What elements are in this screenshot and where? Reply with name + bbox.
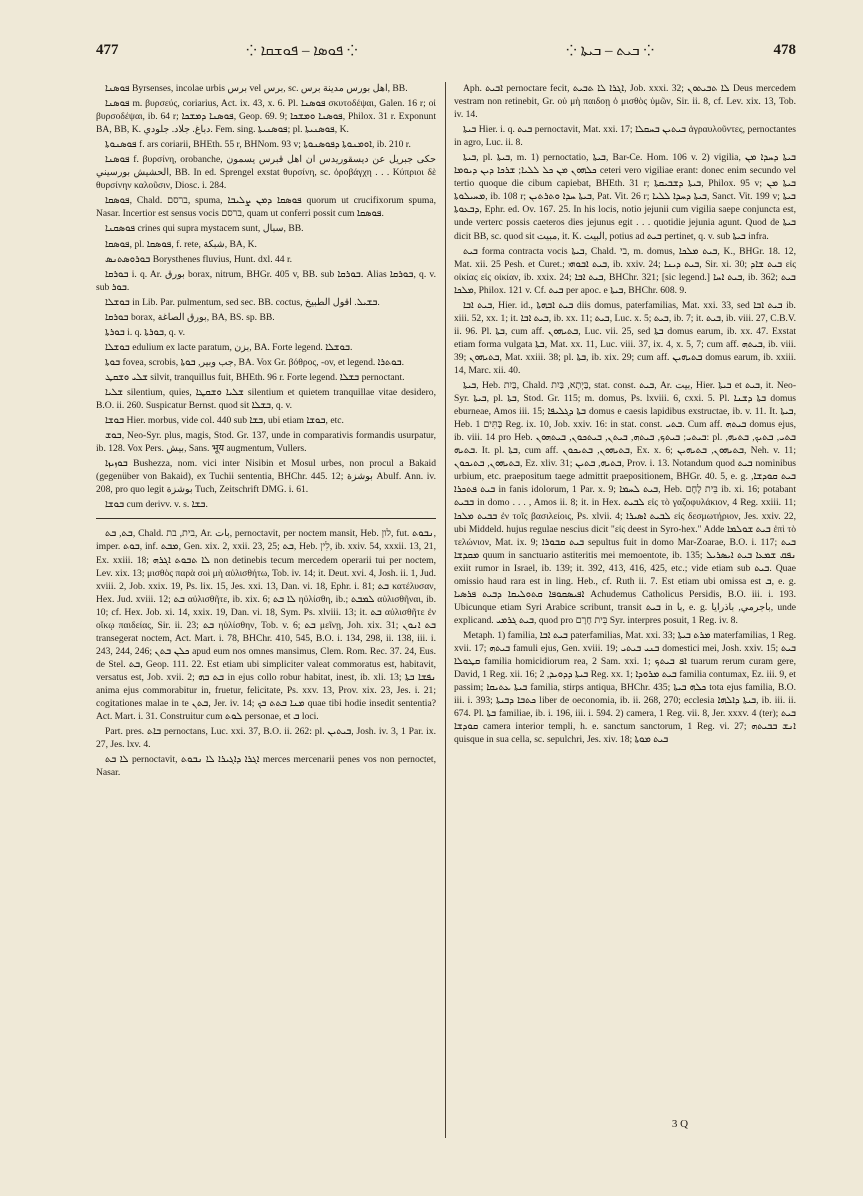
left-entries-bottom — [96, 527, 436, 779]
dictionary-entry: ܒܘܪܩܐ borax, بورق الصاغة, BA, BS. sp. BB. — [105, 311, 275, 323]
dictionary-entry: ܦܘܣܢܘܬܐ f. ars coriarii, BHEth. 55 r, BHNom. 93 v; ܐܘܡܢܘܬܐ ܕܦܘܣܢܘܬܐ, ib. 210 r. — [105, 139, 411, 151]
dictionary-entry: ܫܠܝܐ silentium, quies, ܫܠܝܐ ܘܫܩܛܐ silentium et quietem tranquillae vitae desidero, B.O. ii. 260. Suspicatur Bernst. quod sit ܒܫܠܐ, q. v. — [96, 386, 436, 412]
dictionary-entry: ܒܝܬ forma contracta vocis ܒܝܬܐ, Chald. בי, m. domus, ܒܝܬ ܡܠܟܐ, K., BHGr. 18. 12, Mat. xii. 25 Pesh. et Curet.; ܒܝܬ ܐܒܘܗܝ, ib. xxiv. 24; ܒܝܬ ܕܝܢܐ, Sir. xi. 30; ܒܝܬ ܫܐܕ εἰς οἰκίας εἰς οἰκίαν, ib. xxix. 24; ܒܝܬ ܐܒܐ, BHChr. 321; [sic legend.] ܒܝܬ ܐܚܐ, ib. 362; ܒܝܬ ܡܠܟܐ, Philox. 121 v. Cf. ܒܝܬ per apoc. e ܒܝܬܐ, BHChr. 608. 9. — [454, 245, 796, 296]
right-entries — [454, 82, 796, 746]
dictionary-entry: ܦܘܣܢܐ m. βυρσεύς, coriarius, Act. ix. 43, x. 6. Pl. ܦܘܣܢܐ σκυτοδέψαι, Galen. 16 r; οἱ βυρσοδέψαι, ib. 64 r; ܦܘܣܢܐ ܕܡܫܟܐ, Geop. 69. 9; ܦܘܣܢܐ ܘܡܫܟܐ, Philox. 31 r. Exponunt BA, BB, K. دباغ. جلاد. جلودي. Fem. sing. ܦܘܣܢܝܬܐ; pl. ܦܘܣܢܝܬܐ, K. — [96, 98, 436, 136]
left-page-number: 477 — [96, 42, 119, 58]
dictionary-entry: Aph. ܐܒܝܬ pernoctare fecit, ܐܓܪܐ ܠܐ ܬܒܝܬ, Job. xxxi. 32; ܠܐ ܬܒܝܬܘܢ Deus mercedem vestram non retinebit, Gr. οὐ μὴ παιδοῃ ὁ μισθὸς ὑμῶν, Sir. ii. 8, cf. Lev. xix. 13, Tob. iv. 14. — [454, 83, 796, 121]
page-header — [96, 42, 796, 66]
dictionary-entry: ܒܘܙܝܙܐ Bushezza, nom. vici inter Nisibin et Mosul urbes, non procul a Bakaid (gegenüber von Bakaid), ex Tuchii sententia, BHChr. 445. 12; بوشزة Abulf. Ann. iv. 208, pro quo legit بوشزة Tuch, Zeitschrift DMG. i. 61. — [96, 458, 436, 496]
dictionary-entry: ܦܘܣܩܐ, Chald. ברסם, spuma, ܦܘܣܩܐ ܕܡܢ ܨܠܝܒܐ quorum ut crucifixorum spuma, Nasar. Incertior est sensus vocis ברסם, quam ut conferri possit cum ܦܘܣܩܐ. — [96, 195, 436, 220]
dictionary-entry: ܦܘܣܩܢܐ crines qui supra mystacem sunt, سبال, BB. — [105, 223, 304, 235]
dictionary-entry: ܒܘܪܬܐ i. q. ܒܘܪܬܐ, q. v. — [105, 326, 185, 338]
section-divider — [96, 518, 436, 519]
dictionary-entry: ܒܘܫ, Neo-Syr. plus, magis, Stod. Gr. 137, unde in comparativis formandis usurpatur, ib. 128. Vox Pers. بيش, Sans. भूय augmentum, Vullers. — [96, 430, 436, 455]
right-column — [454, 82, 796, 1146]
dictionary-entry: ܒܘܫܐ cum derivv. v. s. ܒܫܐ. — [105, 499, 208, 511]
left-column — [96, 82, 436, 1146]
right-page-number: 478 — [773, 42, 796, 58]
dictionary-entry: ܒܬ, ܒܬ, Chald. בית, בת, Ar. بات, pernoctavit, per noctem mansit, Heb. לון, fut. ܢܒܘܬ, imper. ܒܘܬ, inf. ܡܒܬ, Gen. xix. 2, xxii. 23, 25; ܒܬ, Heb. לִין, ib. xxiv. 54, xxxii. 13, 21, Ex. xxiii. 18; ܠܐ ܬܒܘܬ ܐܓܪܗ non detinebis tecum mercedem operarii tui per noctem, Lev. xix. 13; μισθὸς παρὰ σοὶ μὴ αὐλισθήτω, Tob. iv. 14; it. Deut. xvi. 4, Josh. ii. 1, Jud. xviii. 2, Job. xxix. 19, Ps. lix. 15, Jes. xxi. 13, Dan. vi. 18, Ephr. i. 81; ܒܬ κατέλυσαν, Hex. Jud. xviii. 12; ܒܬ αὐλισθῆτε, ib. xix. 6; ܠܐ ܒܬ ηὐλίσθη, ib.; ܠܡܒܬ αὐλισθῆναι, ib. 10; cf. Hex. Job. xi. 14, xxix. 19, Dan. vi. 18, Sym. Ps. xlviii. 13; it. ܒܬ αὐλισθῆτε ἐν οἴκῳ παιδείας, Sir. ii. 23; ܒܬ ηὐλίσθην, Tob. v. 6; ܒܬ μεῖνῃ, Joh. xix. 31; ܒܬ ܐܢܘܢ transegerat noctem, Act. Mart. i. 78, BHChr. 410, 545, B.O. i. 134, 298, ii. 138, iii. i. 243, 244, 246; ܟܠܢ ܒܬܢ apud eum nos omnes mansimus, Clem. Rom. Rec. 37. 24, Eus. de Stel. ܒܬ, Geop. 111. 22. Est etiam ubi simpliciter valeat commoratus est, habitavit, versatus est, Job. xvii. 2; ܒܬ ܒܗ in ejus collo robur habitat, inest, ib. xli. 13; ܢܦܫܐ ܒܬܐ anima ejus commorabitur in, fruetur, felicitate, Ps. xxv. 13, Prov. xix. 23, Jes. i. 21; cogitationes malae in te ܒܬܢ, Jer. iv. 14; ܡܢܐ ܒܬܬ ܒܟ quae tibi hodie insedit sententia? Act. Mart. i. 31. Construitur cum ܠܘܬ personae, et ܒ loci. — [96, 528, 436, 723]
dictionary-entry: ܒܘܫܠܐ in Lib. Par. pulmentum, sed sec. BB. coctus, ܒܫܝܠ. اقول الطبيخ. — [105, 296, 380, 308]
dictionary-entry: Part. pres. ܒܐܬ pernoctans, Luc. xxi. 37, B.O. ii. 262: pl. ܒܝܬܝܢ, Josh. iv. 3, 1 Par. ix. 27, Jes. lxv. 4. — [96, 726, 436, 751]
dictionary-entry: ܒܝܬܐ Hier. i. q. ܒܝܬ pernoctavit, Mat. xxi. 17; ܒܝܬܝܢ ܒܚܩܠܐ ἀγραυλοῦντες, pernoctantes in agro, Luc. ii. 8. — [454, 124, 796, 149]
signature-mark: 3 Q — [671, 1118, 689, 1130]
dictionary-entry: ܦܘܣܢܐ Byrsenses, incolae urbis برس vel برس, sc. اهل بورس مدينة برس, BB. — [105, 83, 408, 94]
dictionary-entry: ܒܝܬܐ, Heb. בַּיִת, Chald. בַּיְתָא, בַּיִת, stat. const. ܒܝܬ, Ar. بيت, Hier. ܒܝܬܐ et ܒܝܬ, it. Neo-Syr. ܒܝܬܐ, pl. ܒܬܐ, Stod. Gr. 115; m. domus, Ps. lxviii. 6, cxxi. 5. Pl. ܒܬܐ ܕܫܢܐ domus eburneae, Amos iii. 15; ܒܬܐ ܕܓܠܝܦܐ domus e caesis lapidibus exstructae, ib. v. 11. It. ܒܝܬܐ, Heb. בָּתִּים 1 Reg. ix. 10, Job. xxiv. 16: in stat. const. ܒܬܝ. Cum aff. ܒܝܬܗ domus ejus, ib. viii. 14 pro Heb. ܒܝܬܝ; ܒܝܬܟ, ܒܝܬܗ, ܒܝܬܢ, ܒܝܬܟܘܢ, ܒܝܬܗܘܢ: pl. ܒܬܝ, ܒܬܝܟ, ܒܬܝܗ, ܒܬܝܗ. It. pl. ܒܬܐ, cum aff. ܒܬܝܗܘܢ, ܒܬܝܟܘܢ, Ex. x. 6; ܒܬܝܗܘܢ, ܒܬܝܗܝܢ, Neh. v. 11; ܒܬܝܗܘܢ, ܒܬܝܟܘܢ, Ez. xliv. 31; ܒܬܝܗ, ܒܬܝܢ, Prov. i. 13. Notandum quod ܒܝܬ nominibus urbium, etc. praepositum taege admittit praepositionem, BHGr. 40. 5, e. g. ܒܝܬ ܩܘܕܫܐ, ܒܝܬ ܦܬܟܪܐ in fanis idolorum, 1 Par. x. 9; ܒܝܬ ܠܚܡܐ, Heb. בֵּית לֶחֶם ib. xi. 16; potabant ܒܒܝܬ in domo . . . , Amos ii. 8; it. in Hex. ܠܒܝܬ εἰς τὸ γαζοφυλάκιον, 4 Reg. xxiii. 11; ܒܒܝܬ ܡܠܟܐ ἐν τοῖς βασιλείοις, Ps. xlvii. 4; ܠܒܝܬ ܐܣܝܪܐ εἰς δεσμωτήριον, Jes. xxiv. 22, ubi Middeld. hujus regulae nescius dicit "εἰς deest in Syro-hex." Adde ܒܝܬ ܫܘܠܡܐ ἐπὶ τὸ τελώνιον, Mat. ix. 9; ܒܝܬ ܩܒܘܪܐ sepultus fuit in domo Mar-Zoarae, B.O. i. 117; ܒܝܬ ܡܩܕܫܐ quum in sanctuario astiteritis mei memoentote, ib. 135; ܢܦܩ ܫܡܥܐ ܒܝܬ ܐܝܣܪܝܠ exiit rumor in Israel, ib. 139; it. 392, 413, 416, 425, etc.; vide etiam sub ܒܝܬ. Quae omissio haud rara est in ling. Heb., cf. Ruth ii. 7. Est etiam ubi omissa est ܒ, e. g. ܐܦܝܣܩܘܦܐ ܩܬܘܠܝܩܐ ܕܒܝܬ ܦܪܣܝܐ Achudemus Catholicus Persidis, B.O. iii. i. 193. Ubicunque etiam Syri Arabice scribunt, transit ܒܝܬ in با, e. g. باجرمي, باذرايا, unde explicand. ܒܝܬ ܓܪܡܝ, quod pro בֵּית חָרָם Syr. interpres posuit, 1 Reg. iv. 8. — [454, 380, 796, 626]
dictionary-entry: ܒܘܫܐ Hier. morbus, vide col. 440 sub ܒܫܐ, ubi etiam ܒܘܫܐ, etc. — [105, 415, 344, 427]
dictionary-entry: ܒܘܬܐ fovea, scrobis, جب وبير, ܒܘܬܐ, BA. Vox Gr. βόθρος, -ov, et legend. ܒܘܬܪܐ. — [105, 356, 405, 368]
dictionary-entry: ܒܘܫܠܐ edulium ex lacte paratum, بزن, BA. Forte legend. ܒܘܫܠܐ. — [105, 341, 353, 353]
dictionary-entry: ܦܘܣܩܐ, pl. ܦܘܣܩܐ, f. rete, شبكة, BA, K. — [105, 238, 257, 250]
dictionary-entry: Metaph. 1) familia, ܒܝܬ ܐܒܐ paterfamilias, Mat. xxi. 33; ܡܪܬ ܒܝܬܐ materfamilias, 1 Reg. xvii. 17; ܒܝܬܗ famuli ejus, Gen. xviii. 19; ܒܢܝ ܒܝܬܝ domestici mei, Josh. xxiv. 15; ܒܝܬ ܩܛܘܠܐ familia homicidiorum rea, 2 Sam. xxi. 1; ܐܦ ܒܝܬܟ tuarum rerum curam gere, David, 1 Reg. xii. 16; ܒܝܬܐ ܕܕܘܝܕ, 2 Reg. xx. 1; ܒܝܬ ܡܪܘܕܐ familia contumax, Ez. iii. 9, et passim; ܒܝܬܐ ܥܬܝܩܐ familia, stirps antiqua, BHChr. 435; ܟܠܗ ܒܝܬܐ tota ejus familia, B.O. iii. i. 393; ܟܬܒܐ ܕܒܝܬܐ liber de oeconomia, ib. ii. 268, 270; ecclesia ܒܝܬܐ ܕܐܠܗܐ, ib. iii. ii. 674. Pl. ܒܬܐ familiae, ib. i. 196, iii. i. 594. 2) camera, 1 Reg. vii. 8, Jer. xxxv. 4 (ter); ܒܝܬ ܩܘܕܫܐ camera interior templi, h. e. sanctum sanctorum, 1 Reg. vi. 27; ܐܢܫ ܒܒܝܬܗ quisque in sua cella, sc. sepulchri, Jes. xiv. 18; ܒܝܬ ܡܘܬܐ — [454, 629, 796, 746]
dictionary-entry: ܒܘܪܘܣܬܢܣ Borysthenes fluvius, Hunt. dxl. 44 r. — [105, 253, 293, 265]
dictionary-entry: ܒܘܪܩܐ i. q. Ar. بورق borax, nitrum, BHGr. 405 v, BB. sub ܒܘܪܩܐ. Alias ܒܘܪܩܐ, q. v. sub ܒܘܪ. — [96, 268, 436, 293]
right-running-head: ⁘ ܒܝܬ – ܒܝܬܐ ⁘ — [566, 43, 655, 59]
left-entries-top — [96, 82, 436, 511]
dictionary-entry: ܦܘܣܢܐ f. βυρσίνη, orobanche, حكى جبريل عن ديسقوريدس ان اهل قبرس يسمون الحشيش بورسيني, BB. In ed. Sprengel exstat θυρσίνη, sc. ὀροβάγχη . . . Κύπριοι δὲ θυρσίνην καλοῦσιν, Diosc. i. 284. — [96, 154, 436, 192]
column-divider — [445, 82, 446, 1138]
dictionary-entry: ܒܝܬܐ, pl. ܒܝܬܐ, m. 1) pernoctatio, ܒܝܬܐ, Bar-Ce. Hom. 106 v. 2) vigilia, ܒܝܬܐ ܕܚܕܐ ܡܢ ܟܠܗܘܢ ܡܢ ܟܠ ܠܠܝܐ; ܫܪܟܐ ܕܝܢ ܕܝܘܡܐ ceteri vero vigiliae erant: donec enim secundo vel tertio quoque die cibum capiebat, BHEth. 31 r; ܒܝܬܐ ܕܫܒܝܩܬܐ, Philox. 95 v; ܒܝܬܐ ܡܢ ܡܚܝܠܘܬܐ, ib. 108 r; ܒܝܬܐ ܚܕܐ ܘܬܪܬܝܢ, Pat. Vit. 26 r; ܒܝܬܐ ܕܚܕܐ ܠܠܝܐ, Sanct. Vit. 199 v; ܒܝܬܐ ܕܒܥܘܬܐ, Ephr. ed. Ov. 167. 25. In his locis, notio jejunii cum vigilia saepe conjuncta est, unde verterc possis caeteros dies jejunus egit . . . quotidie jejunia agunt. Quod de ܒܝܬܐ dicit BB, sc. quod sit مبيت, it. K. البيت, potius ad ܒܝܬ pertinet, q. v. sub ܒܝܬܐ infra. — [454, 152, 796, 242]
left-running-head: ⁘ ܦܘܣܐ – ܦܘܫܩܐ ⁘ — [246, 43, 358, 59]
dictionary-entry: ܠܐ ܒܬ pernoctavit, ܐܓܪܐ ܕܐܓܝܪܐ ܠܐ ܢܒܘܬ merces mercenarii penes vos non pernoctet, Nasar. — [96, 754, 436, 779]
dictionary-entry: ܒܝܬ ܐܒܐ, Hier. id., ܒܝܬ ܐܒܗܬܐ diis domus, paterfamilias, Mat. xxi. 33, sed ܒܝܬ ܐܒܐ ib. xiii. 52, xx. 1; it. ܒܝܬ ܐܒܐ, ib. xx. 11; ܒܝܬ, Luc. x. 5; ܒܝܬ, ib. 7; it. ܒܝܬ, ib. viii. 27, C.B.V. ii. 96. Pl. ܒܬܐ, cum aff. ܒܬܝܗܘܢ, Luc. vii. 25, sed ܒܬܐ domus earum, ib. xx. 47. Exstat etiam forma vulgata ܒܬܐ, Mat. xx. 11, Luc. viii. 37, ix. 4, x. 5, 7; cum aff. ܒܝܬܗ, ib. viii. 39; ܒܬܝܗܘܢ, Mat. xxiii. 38; pl. ܒܬܐ, ib. xix. 29; cum aff. ܒܬܝܗܝܢ domus earum, ib. xxiii. 14, Marc. xii. 40. — [454, 299, 796, 376]
dictionary-entry: ܫܠܝ ܘܫܩܛ silvit, tranquillus fuit, BHEth. 96 r. Forte legend. ܒܫܠܐ pernoctant. — [105, 371, 405, 383]
